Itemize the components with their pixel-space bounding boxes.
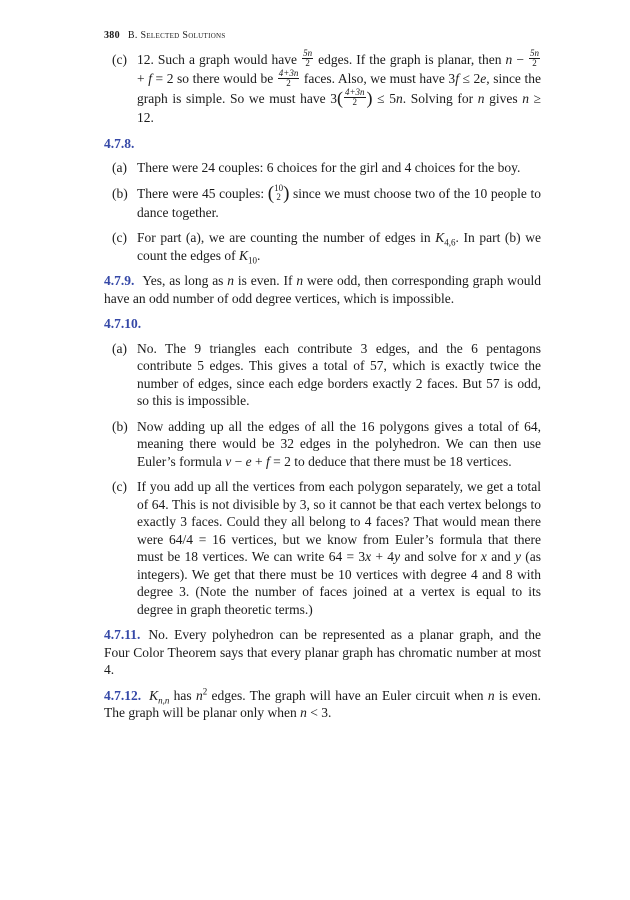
solution-number: 4.7.11. — [104, 627, 141, 643]
binom-bottom: 2 — [276, 191, 281, 202]
fraction — [529, 49, 540, 68]
text: For part (a), we are counting the number of edges in — [137, 230, 436, 246]
text: 12. Such a graph would have — [137, 52, 302, 67]
math-var: y — [394, 549, 401, 565]
math-var: e — [480, 71, 487, 87]
subscript: 4,6 — [444, 237, 456, 248]
frac-denominator: 2 — [532, 58, 537, 69]
solution-number: 4.7.12. — [104, 687, 142, 703]
item-label: (b) — [112, 418, 128, 434]
text: were odd, then corresponding graph would have an odd number of odd degree vertices, which is impossible. — [104, 273, 541, 306]
math-var: n — [522, 90, 529, 106]
close-paren: ) — [366, 87, 373, 108]
item-label: (b) — [112, 185, 128, 201]
text: and — [486, 549, 515, 565]
text: No. Every polyhedron can be represented as a planar graph, and the Four Color Theorem says that every planar graph has chromatic number at most 4. — [104, 627, 541, 678]
text: There were 24 couples: 6 choices for the girl and 4 choices for the boy. — [137, 160, 521, 176]
frac-numerator: 5n — [303, 48, 313, 59]
math-var: n — [195, 687, 203, 703]
frac-denominator: 2 — [286, 77, 291, 88]
math-var: x — [480, 549, 487, 565]
math-var: K — [435, 230, 445, 246]
text: Now adding up all the edges of all the 16 polygons gives a total of 64, meaning there would be 32 edges in the polyhedron. We can then use Euler’s formula — [137, 418, 541, 469]
text: edges. If the graph is planar, then — [314, 52, 506, 67]
page-content — [104, 30, 541, 730]
text: ≤ 2 — [458, 71, 481, 87]
solution-number-4-7-8: 4.7.8. — [104, 135, 135, 151]
item-label: (a) — [112, 160, 127, 176]
math-var: f — [455, 71, 459, 87]
fraction — [302, 49, 313, 68]
superscript: 2 — [202, 686, 208, 697]
math-var: n — [296, 273, 304, 289]
text: is even. The graph will be planar only when — [104, 687, 541, 721]
text: faces. Also, we must have 3 — [300, 71, 456, 87]
text: − — [512, 52, 528, 67]
text: , since the graph is simple. So we must have 3 — [137, 71, 541, 106]
text: + — [251, 453, 266, 469]
text: has — [169, 687, 196, 703]
text: Yes, as long as — [142, 273, 228, 289]
solution-4-7-11 — [104, 626, 541, 679]
solution-4-7-8a — [104, 159, 541, 177]
frac-denominator: 2 — [352, 97, 357, 108]
math-var: n — [227, 273, 235, 289]
solution-number: 4.7.9. — [104, 273, 135, 289]
text: + — [137, 71, 149, 87]
binomial — [274, 184, 283, 202]
text: = 2 so there would be — [151, 71, 277, 87]
math-var: K — [149, 687, 159, 703]
text: edges. The graph will have an Euler circuit when — [207, 687, 488, 703]
math-var: n — [487, 687, 495, 703]
solution-4-7-9 — [104, 272, 541, 307]
text: . In part (b) we count the edges of — [137, 230, 542, 263]
solution-4-7-10c — [104, 478, 541, 618]
page-number: 380 — [104, 30, 120, 41]
text: (as integers). We get that there must be 10 vertices with degree 4 and 8 with degree 3. (Note the number of faces joined at a vertex is equal to its degree in graph theoretic terms.) — [137, 549, 542, 617]
text: ≤ 5 — [372, 90, 396, 106]
text: ≥ 12. — [137, 90, 541, 126]
text: + 4 — [371, 549, 395, 565]
text: gives — [484, 90, 523, 106]
solution-4-7-8c — [104, 229, 541, 264]
solution-4-7-8b — [104, 182, 541, 221]
math-var: n — [477, 90, 485, 106]
frac-numerator: 4+3n — [344, 87, 365, 98]
text: is even. If — [234, 273, 297, 289]
open-paren: ( — [267, 182, 275, 204]
subscript-var: n,n — [158, 695, 170, 706]
math-var: f — [265, 453, 270, 469]
subscript: 10 — [247, 255, 257, 266]
math-var: n — [395, 90, 403, 106]
text: and solve for — [400, 549, 481, 565]
text: = 2 to deduce that there must be 18 vertices. — [269, 453, 512, 469]
math-var: y — [514, 549, 521, 565]
fraction — [344, 88, 366, 107]
math-var: v — [225, 453, 232, 469]
fraction — [278, 69, 300, 88]
item-label: (c) — [112, 52, 127, 67]
text: . Solving for — [402, 90, 478, 106]
math-var: e — [245, 453, 252, 469]
subscript — [158, 695, 169, 705]
solution-4-7-12 — [104, 687, 541, 722]
text: There were 45 couples: — [137, 185, 268, 201]
text: since we must choose two of the 10 people to dance together. — [137, 185, 541, 220]
text: . — [256, 247, 261, 263]
math-var: K — [238, 247, 248, 263]
text: If you add up all the vertices from each polygon separately, we get a total of 64. This is not divisible by 3, so it cannot be that each vertex belongs to exactly 3 faces. Could they all belong to 4 faces? That would mean there were 64/4 = 16 vertices, but we know from Euler’s formula that there must be 18 vertices. We can write 64 = 3 — [137, 479, 541, 565]
text: No. The 9 triangles each contribute 3 edges, and the 6 pentagons contribute 5 edges. This gives a total of 57, which is exactly twice the number of edges, since each edge borders exactly 2 faces. But 57 is odd, so this is impossible. — [137, 340, 541, 409]
math-var: f — [148, 71, 152, 87]
text: < 3. — [306, 705, 332, 721]
running-header — [104, 30, 541, 41]
item-label: (c) — [112, 479, 127, 495]
math-var: n — [300, 705, 307, 721]
solution-4-7-7c — [104, 48, 541, 127]
frac-numerator: 4+3n — [278, 67, 299, 78]
item-label: (c) — [112, 230, 127, 246]
solution-4-7-10a — [104, 340, 541, 410]
solution-4-7-10b — [104, 418, 541, 471]
section-title: B. Selected Solutions — [127, 30, 226, 41]
binom-top: 10 — [274, 182, 284, 193]
frac-numerator: 5n — [530, 48, 539, 59]
frac-denominator: 2 — [305, 58, 310, 69]
math-var: x — [365, 549, 372, 565]
open-paren: ( — [336, 87, 343, 108]
solution-number-4-7-10: 4.7.10. — [104, 316, 142, 332]
math-var: n — [505, 52, 513, 67]
text: − — [231, 453, 246, 469]
item-label: (a) — [112, 340, 127, 356]
close-paren: ) — [283, 182, 290, 204]
